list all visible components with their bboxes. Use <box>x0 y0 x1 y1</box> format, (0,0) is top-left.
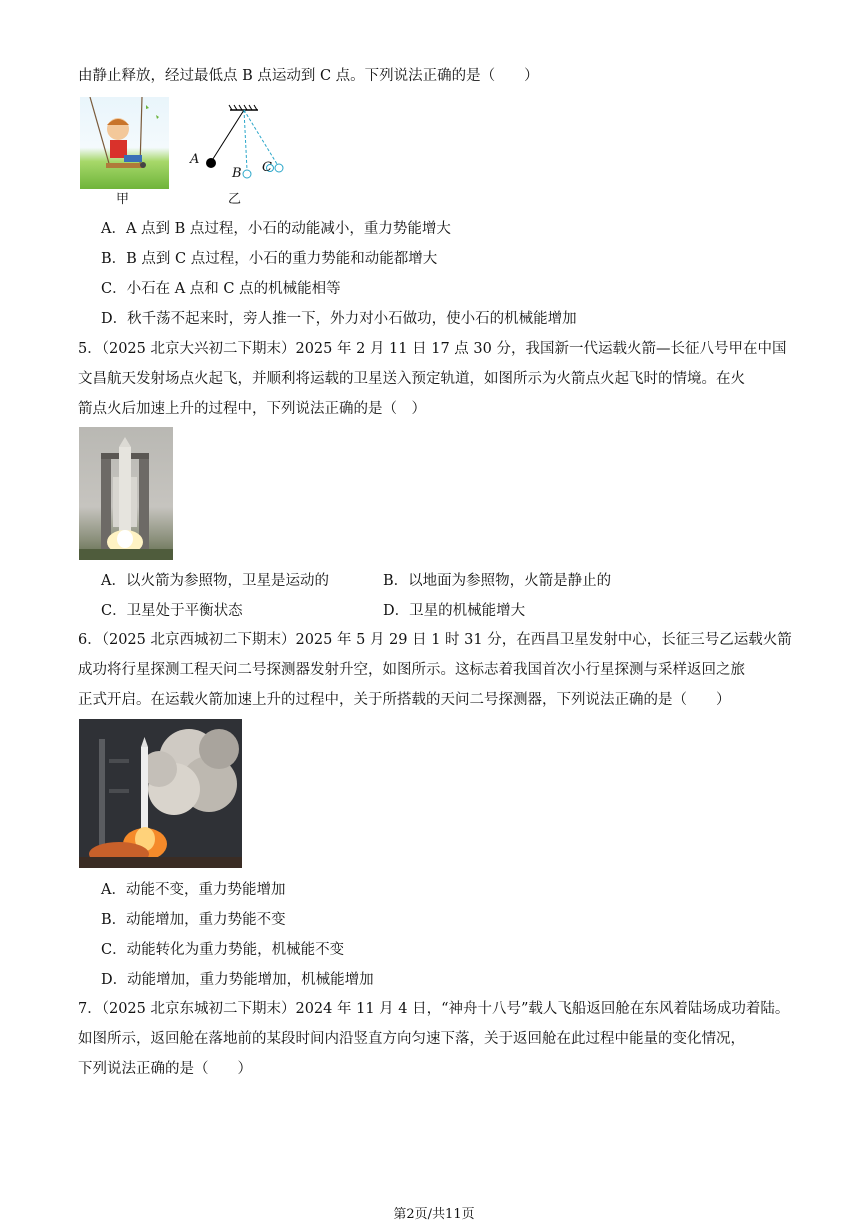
q6-option-a: A．动能不变，重力势能增加 <box>101 882 286 898</box>
q6-option-d: D．动能增加，重力势能增加，机械能增加 <box>101 972 374 988</box>
figure-caption-yi: 乙 <box>228 192 242 207</box>
pendulum-diagram <box>186 104 290 184</box>
q6-stem-line-3: 正式开启。在运载火箭加速上升的过程中，关于所搭载的天问二号探测器，下列说法正确的是（ ） <box>78 692 731 708</box>
q7-stem-line-2: 如图所示，返回舱在落地前的某段时间内沿竖直方向匀速下落，关于返回舱在此过程中能量的变化情况， <box>78 1031 745 1047</box>
q7-stem-line-3: 下列说法正确的是（ ） <box>78 1061 252 1077</box>
pendulum-label-c: C <box>262 160 272 175</box>
q6-option-c: C．动能转化为重力势能，机械能不变 <box>101 942 345 958</box>
q5-stem-line-2: 文昌航天发射场点火起飞，并顺利将运载的卫星送入预定轨道，如图所示为火箭点火起飞时的情境。在火 <box>78 371 745 387</box>
q4-option-c: C．小石在 A 点和 C 点的机械能相等 <box>101 281 341 297</box>
q4-option-b: B．B 点到 C 点过程，小石的重力势能和动能都增大 <box>101 251 438 267</box>
q5-stem-line-3: 箭点火后加速上升的过程中，下列说法正确的是（ ） <box>78 401 426 417</box>
q4-intro-line: 由静止释放，经过最低点 B 点运动到 C 点。下列说法正确的是（ ） <box>78 68 539 84</box>
q7-stem-line-1: 7．（2025 北京东城初二下期末）2024 年 11 月 4 日，“神舟十八号”载人飞船返回舱在东风着陆场成功着陆。 <box>78 1001 790 1017</box>
pendulum-label-b: B <box>232 166 242 181</box>
q6-stem-line-2: 成功将行星探测工程天问二号探测器发射升空，如图所示。这标志着我国首次小行星探测与采样返回之旅 <box>78 662 745 678</box>
q5-option-a: A．以火箭为参照物，卫星是运动的 <box>101 573 329 589</box>
q6-option-b: B．动能增加，重力势能不变 <box>101 912 286 928</box>
q5-option-c: C．卫星处于平衡状态 <box>101 603 243 619</box>
swing-illustration <box>80 97 169 189</box>
q4-option-d: D．秋千荡不起来时，旁人推一下，外力对小石做功，使小石的机械能增加 <box>101 311 577 327</box>
rocket-launch-photo-1 <box>79 427 173 560</box>
q5-option-d: D．卫星的机械能增大 <box>383 603 526 619</box>
q5-stem-line-1: 5．（2025 北京大兴初二下期末）2025 年 2 月 11 日 17 点 30 分，我国新一代运载火箭—长征八号甲在中国 <box>78 341 787 357</box>
figure-caption-jia: 甲 <box>116 192 130 207</box>
page-number-footer: 第2页/共11页 <box>393 1207 475 1222</box>
rocket-launch-photo-2 <box>79 719 242 868</box>
pendulum-label-a: A <box>190 152 200 167</box>
q4-option-a: A．A 点到 B 点过程，小石的动能减小，重力势能增大 <box>101 221 451 237</box>
q6-stem-line-1: 6．（2025 北京西城初二下期末）2025 年 5 月 29 日 1 时 31 分，在西昌卫星发射中心，长征三号乙运载火箭 <box>78 632 792 648</box>
q5-option-b: B．以地面为参照物，火箭是静止的 <box>383 573 612 589</box>
